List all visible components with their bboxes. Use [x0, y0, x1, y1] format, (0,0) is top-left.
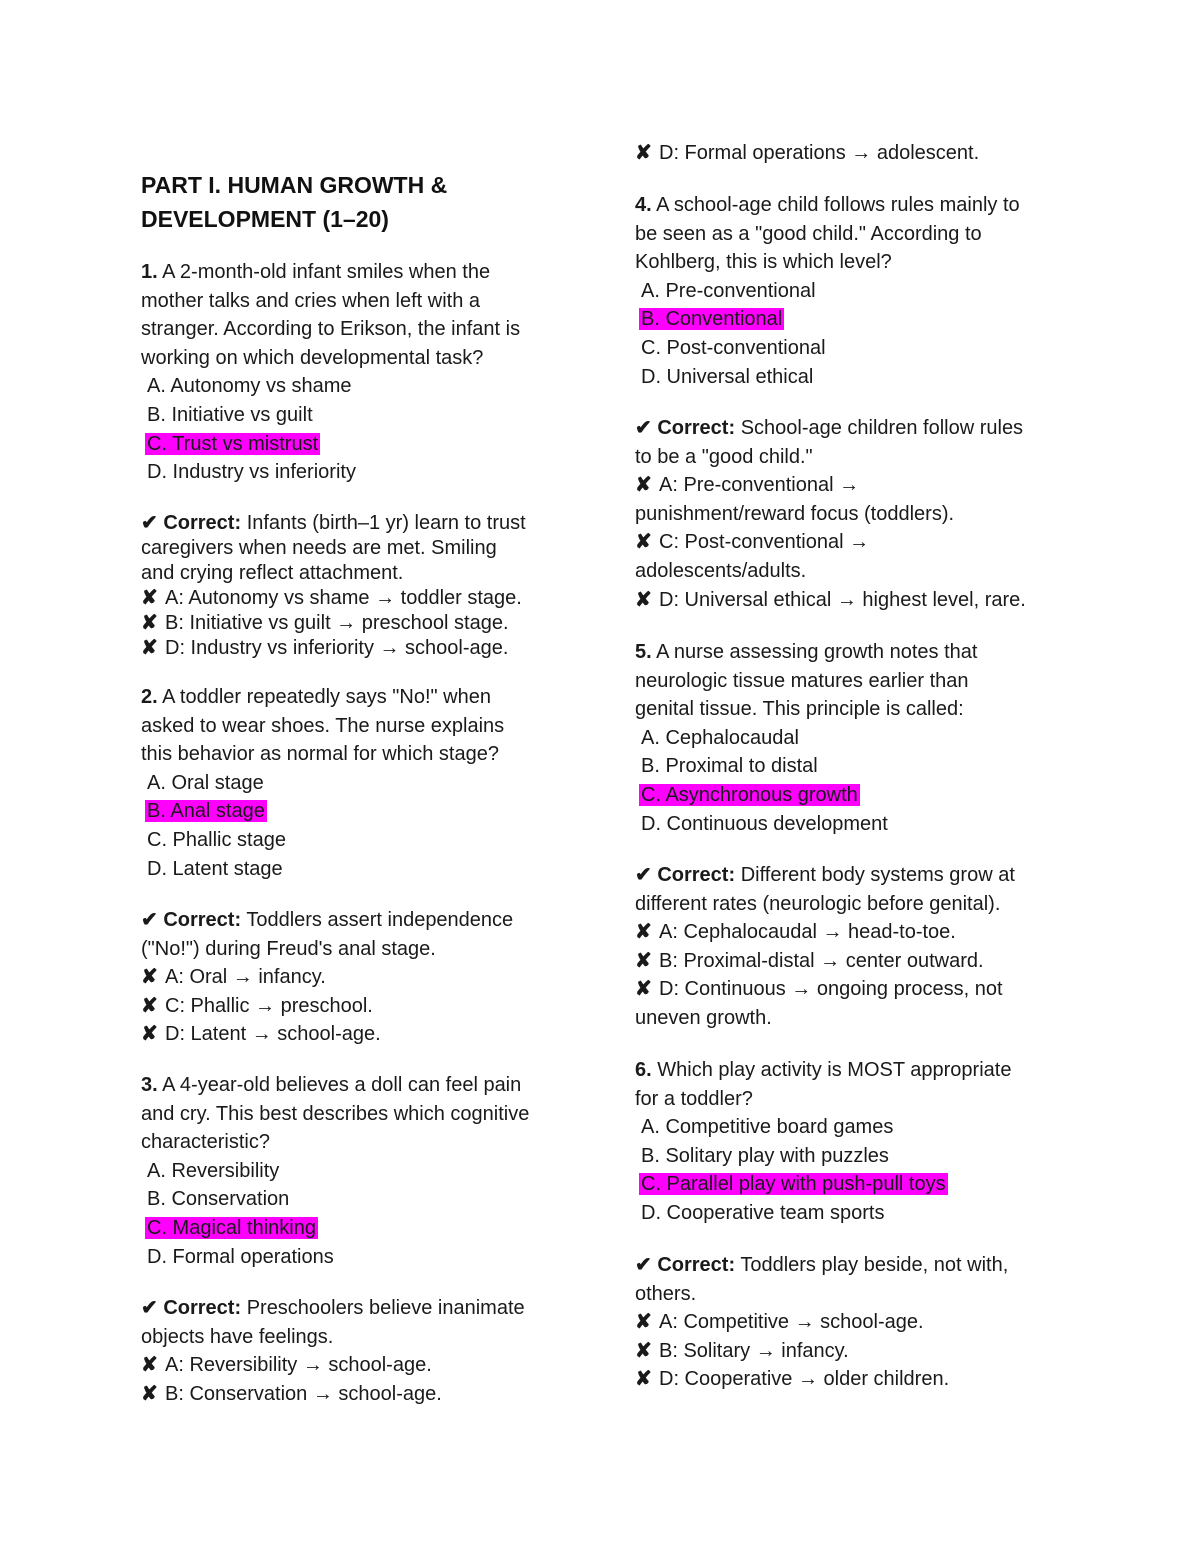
question-number: 2.	[141, 686, 158, 708]
wrong-explanation: C: Post-conventional →	[659, 531, 870, 554]
option-a[interactable]: A. Cephalocaudal	[641, 726, 799, 749]
answer-explanation-3-continued	[635, 139, 1075, 168]
explanation-text: and crying reflect attachment.	[141, 562, 404, 584]
question-text: be seen as a "good child." According to	[635, 222, 982, 245]
question-text: genital tissue. This principle is called:	[635, 698, 964, 721]
part-title-line-1: PART I. HUMAN GROWTH &	[141, 172, 448, 198]
option-a[interactable]: A. Reversibility	[147, 1159, 280, 1182]
option-c[interactable]: C. Phallic stage	[147, 828, 286, 851]
question-text: characteristic?	[141, 1131, 270, 1154]
explanation-text: Preschoolers believe inanimate	[246, 1297, 525, 1319]
wrong-explanation: D: Continuous → ongoing process, not	[659, 978, 1003, 1001]
question-text: stranger. According to Erikson, the infant is	[141, 318, 521, 341]
correct-label: Correct:	[163, 909, 242, 931]
explanation-text: ("No!") during Freud's anal stage.	[141, 937, 436, 960]
answer-explanation-4	[635, 414, 1075, 614]
question-3	[141, 1071, 571, 1271]
cross-icon: ✘	[635, 978, 652, 1001]
cross-icon: ✘	[635, 1311, 652, 1334]
wrong-explanation: A: Oral → infancy.	[165, 966, 326, 989]
wrong-explanation: punishment/reward focus (toddlers).	[635, 502, 955, 525]
question-text: neurologic tissue matures earlier than	[635, 669, 969, 692]
question-number: 1.	[141, 261, 158, 283]
cross-icon: ✘	[141, 966, 158, 989]
check-icon: ✔	[635, 417, 652, 439]
option-c-correct-highlighted[interactable]: C. Magical thinking	[147, 1216, 316, 1239]
answer-explanation-2	[141, 906, 571, 1049]
option-a[interactable]: A. Autonomy vs shame	[147, 375, 352, 398]
answer-explanation-5	[635, 861, 1075, 1033]
explanation-text: others.	[635, 1282, 697, 1305]
question-5	[635, 638, 1075, 838]
check-icon: ✔	[141, 909, 158, 931]
cross-icon: ✘	[141, 587, 158, 609]
check-icon: ✔	[635, 864, 652, 886]
answer-explanation-3	[141, 1294, 571, 1408]
explanation-text: Toddlers assert independence	[246, 909, 514, 931]
wrong-explanation: B: Solitary → infancy.	[659, 1339, 849, 1362]
cross-icon: ✘	[141, 612, 158, 634]
answer-explanation-1	[141, 511, 571, 661]
wrong-explanation: D: Universal ethical → highest level, rare.	[659, 588, 1026, 611]
wrong-explanation: adolescents/adults.	[635, 559, 807, 582]
option-d[interactable]: D. Latent stage	[147, 857, 283, 880]
option-b-correct-highlighted[interactable]: B. Anal stage	[147, 800, 265, 823]
question-2	[141, 683, 571, 883]
question-6	[635, 1056, 1075, 1228]
option-c[interactable]: C. Post-conventional	[641, 336, 826, 359]
correct-label: Correct:	[657, 864, 736, 886]
correct-label: Correct:	[163, 1297, 242, 1319]
explanation-text: Toddlers play beside, not with,	[740, 1254, 1009, 1276]
cross-icon: ✘	[141, 637, 158, 659]
option-a[interactable]: A. Competitive board games	[641, 1116, 894, 1139]
question-number: 6.	[635, 1059, 652, 1081]
wrong-explanation: B: Proximal-distal → center outward.	[659, 949, 984, 972]
option-b[interactable]: B. Solitary play with puzzles	[641, 1144, 889, 1167]
wrong-explanation: B: Conservation → school-age.	[165, 1382, 442, 1405]
wrong-explanation: C: Phallic → preschool.	[165, 994, 373, 1017]
cross-icon: ✘	[141, 1354, 158, 1377]
option-d[interactable]: D. Formal operations	[147, 1245, 334, 1268]
question-number: 4.	[635, 194, 652, 216]
check-icon: ✔	[635, 1254, 652, 1276]
wrong-explanation: uneven growth.	[635, 1006, 772, 1029]
wrong-explanation: A: Reversibility → school-age.	[165, 1354, 432, 1377]
wrong-explanation: A: Cephalocaudal → head-to-toe.	[659, 921, 956, 944]
question-text: working on which developmental task?	[141, 346, 484, 369]
question-text: asked to wear shoes. The nurse explains	[141, 714, 505, 737]
option-c-correct-highlighted[interactable]: C. Trust vs mistrust	[147, 432, 319, 455]
check-icon: ✔	[141, 1297, 158, 1319]
question-text: A toddler repeatedly says "No!" when	[162, 686, 491, 708]
option-a[interactable]: A. Pre-conventional	[641, 279, 816, 302]
question-text: A 2-month-old infant smiles when the	[162, 261, 491, 283]
answer-explanation-6	[635, 1251, 1075, 1394]
question-1	[141, 258, 571, 487]
wrong-explanation: B: Initiative vs guilt → preschool stage.	[165, 612, 509, 634]
correct-label: Correct:	[657, 417, 736, 439]
cross-icon: ✘	[635, 531, 652, 554]
cross-icon: ✘	[635, 474, 652, 497]
wrong-explanation: D: Latent → school-age.	[165, 1023, 381, 1046]
option-b[interactable]: B. Conservation	[147, 1188, 290, 1211]
wrong-explanation: A: Competitive → school-age.	[659, 1311, 924, 1334]
question-text: A school-age child follows rules mainly to	[656, 194, 1020, 216]
explanation-text: School-age children follow rules	[740, 417, 1024, 439]
explanation-text: objects have feelings.	[141, 1325, 334, 1348]
cross-icon: ✘	[141, 1023, 158, 1046]
cross-icon: ✘	[635, 1339, 652, 1362]
option-d[interactable]: D. Continuous development	[641, 812, 888, 835]
option-d[interactable]: D. Cooperative team sports	[641, 1201, 885, 1224]
explanation-text: to be a "good child."	[635, 445, 813, 468]
question-text: and cry. This best describes which cognitive	[141, 1102, 530, 1125]
cross-icon: ✘	[141, 1382, 158, 1405]
explanation-text: Different body systems grow at	[740, 864, 1015, 886]
option-b-correct-highlighted[interactable]: B. Conventional	[641, 308, 783, 331]
question-text: for a toddler?	[635, 1087, 753, 1110]
check-icon: ✔	[141, 512, 158, 534]
question-text: Kohlberg, this is which level?	[635, 251, 892, 274]
part-title-line-2: DEVELOPMENT (1–20)	[141, 206, 389, 232]
question-text: this behavior as normal for which stage?	[141, 743, 499, 766]
option-c-correct-highlighted[interactable]: C. Parallel play with push-pull toys	[641, 1173, 946, 1196]
explanation-text: different rates (neurologic before genital).	[635, 892, 1001, 915]
wrong-explanation: D: Industry vs inferiority → school-age.	[165, 637, 509, 659]
question-text: Which play activity is MOST appropriate	[657, 1059, 1012, 1081]
explanation-text: Infants (birth–1 yr) learn to trust	[246, 512, 526, 534]
question-text: A 4-year-old believes a doll can feel pain	[162, 1074, 522, 1096]
question-number: 5.	[635, 641, 652, 663]
cross-icon: ✘	[635, 1368, 652, 1391]
wrong-explanation: D: Formal operations → adolescent.	[659, 142, 980, 164]
part-title	[141, 168, 571, 236]
cross-icon: ✘	[635, 142, 652, 164]
option-c-correct-highlighted[interactable]: C. Asynchronous growth	[641, 783, 858, 806]
question-text: mother talks and cries when left with a	[141, 289, 481, 312]
cross-icon: ✘	[635, 949, 652, 972]
explanation-text: caregivers when needs are met. Smiling	[141, 537, 497, 559]
wrong-explanation: A: Autonomy vs shame → toddler stage.	[165, 587, 522, 609]
option-b[interactable]: B. Initiative vs guilt	[147, 403, 313, 426]
option-a[interactable]: A. Oral stage	[147, 771, 264, 794]
question-4	[635, 191, 1075, 391]
correct-label: Correct:	[657, 1254, 736, 1276]
correct-label: Correct:	[163, 512, 242, 534]
question-text: A nurse assessing growth notes that	[656, 641, 978, 663]
option-b[interactable]: B. Proximal to distal	[641, 755, 818, 778]
cross-icon: ✘	[635, 921, 652, 944]
cross-icon: ✘	[635, 588, 652, 611]
wrong-explanation: D: Cooperative → older children.	[659, 1368, 950, 1391]
option-d[interactable]: D. Industry vs inferiority	[147, 461, 356, 484]
option-d[interactable]: D. Universal ethical	[641, 365, 814, 388]
cross-icon: ✘	[141, 994, 158, 1017]
wrong-explanation: A: Pre-conventional →	[659, 474, 860, 497]
question-number: 3.	[141, 1074, 158, 1096]
